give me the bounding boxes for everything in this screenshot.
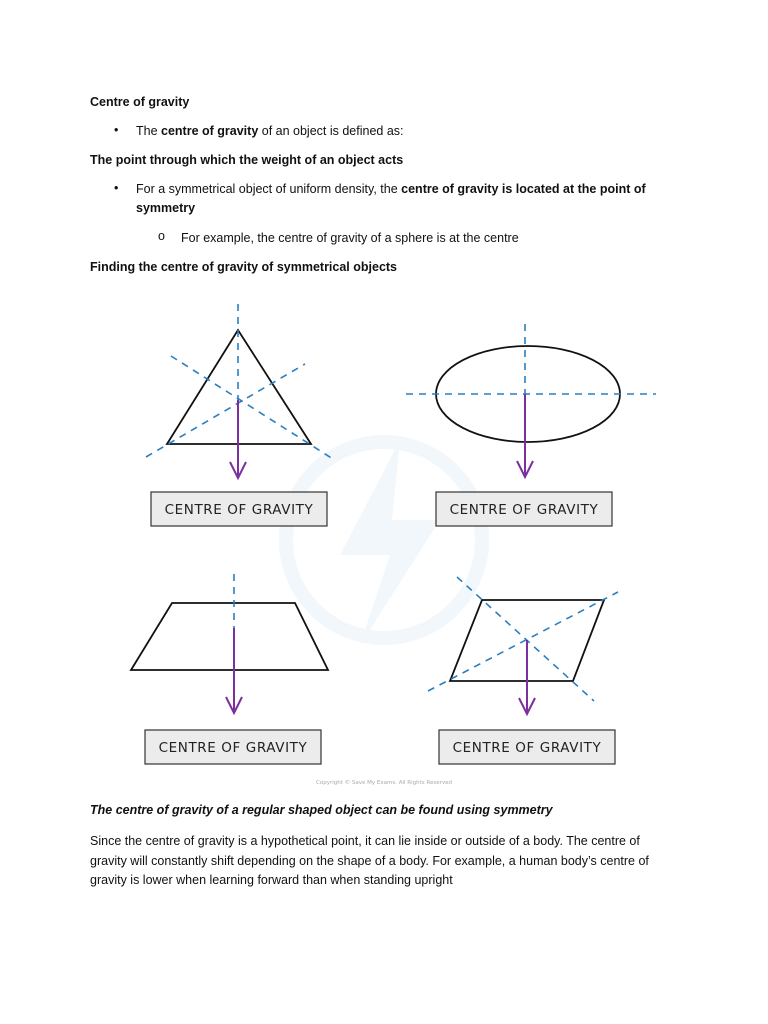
symmetry-diagram [0, 290, 768, 790]
bullet-pre: The [136, 124, 162, 138]
bullet-post: of an object is defined as: [258, 124, 404, 138]
centre-of-gravity-label: CENTRE OF GRAVITY [449, 502, 599, 518]
centre-of-gravity-label: CENTRE OF GRAVITY [158, 740, 308, 756]
bullet-marker: • [114, 123, 119, 137]
watermark-logo [286, 440, 482, 645]
sub-bullet-text: For example, the centre of gravity of a sphere is at the centre [181, 231, 519, 245]
copyright-notice: Copyright © Save My Exams. All Rights Reserved [316, 780, 452, 786]
symmetry-axis [457, 577, 594, 701]
sub-bullet-marker: o [158, 229, 165, 243]
section-heading: Finding the centre of gravity of symmetrical objects [90, 260, 398, 274]
bullet-pre: For a symmetrical object of uniform density, the [136, 182, 402, 196]
bullet-bold: centre of gravity is located at the point of symmetry [136, 182, 646, 215]
ellipse-figure [406, 324, 656, 526]
trapezium-figure [131, 574, 328, 764]
trapezium-shape [131, 603, 328, 670]
bullet-bold: centre of gravity [161, 124, 259, 138]
bullet-marker: • [114, 181, 119, 195]
centre-of-gravity-label: CENTRE OF GRAVITY [164, 502, 314, 518]
bullet-text [136, 180, 656, 218]
definition: The point through which the weight of an object acts [90, 153, 404, 167]
body-paragraph: Since the centre of gravity is a hypothetical point, it can lie inside or outside of a body. The centre of gravity will constantly shift depending on the shape of a body. For example, a human body’s centre of gravity is lower when learning forward than when standing upright [90, 834, 649, 887]
bullet-text [136, 122, 404, 141]
page-heading: Centre of gravity [90, 95, 190, 109]
triangle-figure [146, 304, 333, 526]
figure-caption: The centre of gravity of a regular shaped object can be found using symmetry [90, 803, 553, 817]
symmetry-axis [146, 364, 305, 457]
centre-of-gravity-label: CENTRE OF GRAVITY [452, 740, 602, 756]
